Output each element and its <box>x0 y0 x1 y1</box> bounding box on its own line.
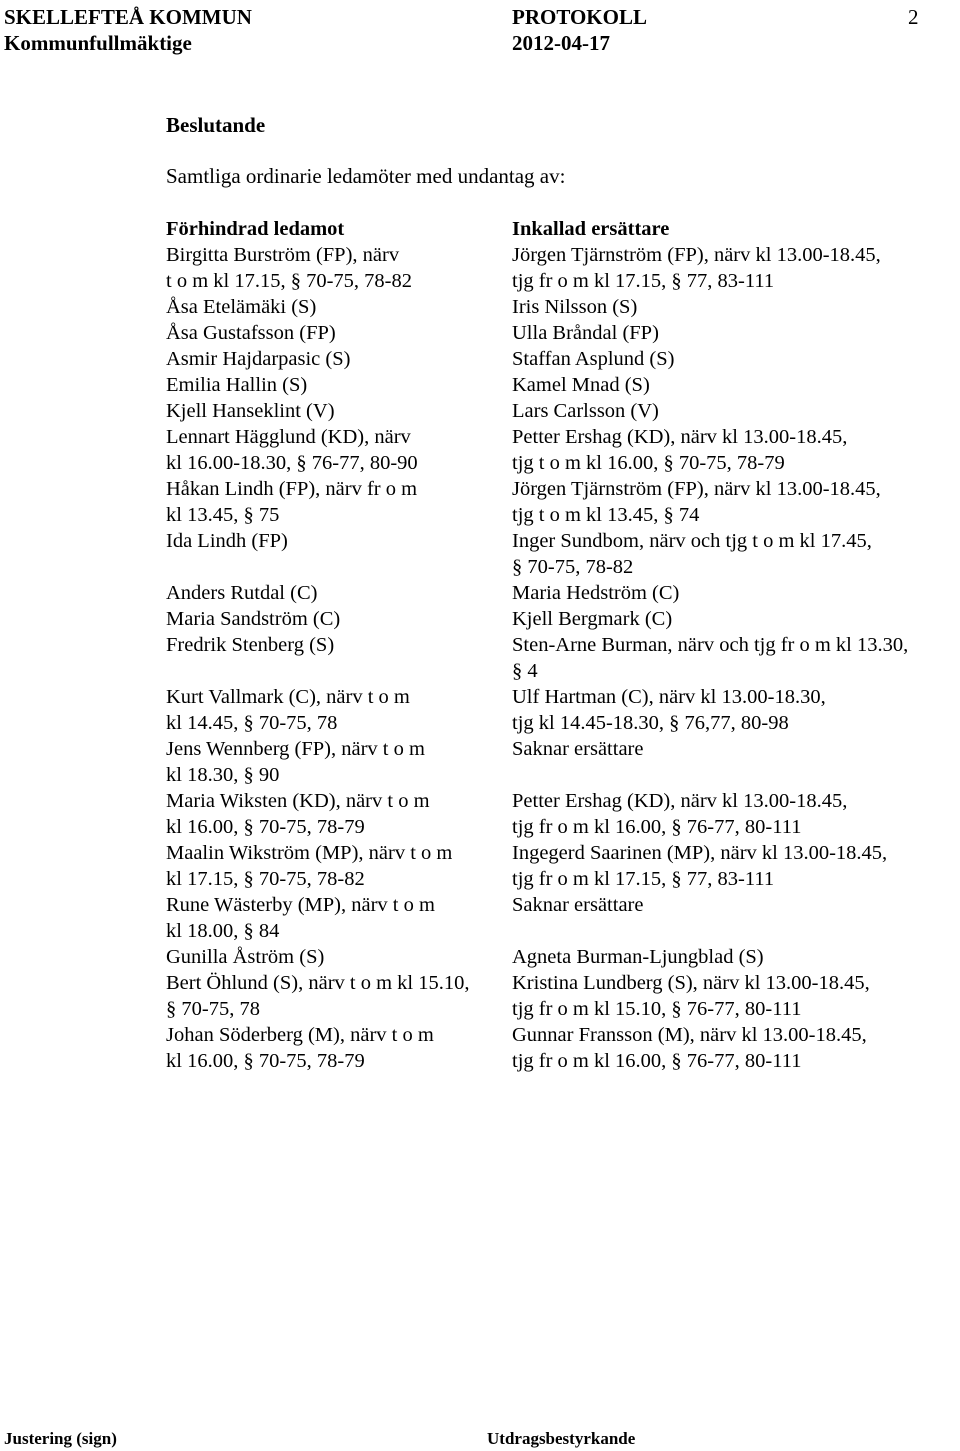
table-row <box>166 580 946 606</box>
absent-member-line: Gunilla Åström (S) <box>166 946 325 968</box>
substitute-cell <box>512 320 946 346</box>
absent-member-line: Håkan Lindh (FP), närv fr o m <box>166 478 418 500</box>
absent-member-line: Anders Rutdal (C) <box>166 582 318 604</box>
table-row <box>166 944 946 970</box>
table-body <box>166 242 946 1074</box>
table-row <box>166 242 946 294</box>
substitute-line: Maria Hedström (C) <box>512 582 680 604</box>
substitute-cell <box>512 788 946 840</box>
substitute-line: Petter Ershag (KD), närv kl 13.00-18.45, <box>512 426 848 448</box>
header-org: SKELLEFTEÅ KOMMUN <box>4 5 252 29</box>
substitute-cell <box>512 528 946 580</box>
absent-member-line: t o m kl 17.15, § 70-75, 78-82 <box>166 270 412 292</box>
absent-member-line: Åsa Etelämäki (S) <box>166 296 317 318</box>
substitute-cell <box>512 606 946 632</box>
substitute-cell <box>512 684 946 736</box>
absent-member-cell <box>166 320 512 346</box>
substitute-line: tjg fr o m kl 17.15, § 77, 83-111 <box>512 868 775 890</box>
absent-member-line: Johan Söderberg (M), närv t o m <box>166 1024 434 1046</box>
substitute-line: Iris Nilsson (S) <box>512 296 638 318</box>
absent-member-cell <box>166 528 512 580</box>
absent-member-line: Bert Öhlund (S), närv t o m kl 15.10, <box>166 972 470 994</box>
substitute-line: Saknar ersättare <box>512 738 644 760</box>
substitute-line: § 70-75, 78-82 <box>512 556 634 578</box>
table-row <box>166 372 946 398</box>
absent-member-line: kl 17.15, § 70-75, 78-82 <box>166 868 365 890</box>
absent-member-cell <box>166 242 512 294</box>
section-title: Beslutande <box>166 113 266 137</box>
absent-member-cell <box>166 1022 512 1074</box>
substitute-cell <box>512 294 946 320</box>
absent-member-cell <box>166 840 512 892</box>
substitute-line: Petter Ershag (KD), närv kl 13.00-18.45, <box>512 790 848 812</box>
absent-member-line: kl 14.45, § 70-75, 78 <box>166 712 338 734</box>
absent-member-cell <box>166 398 512 424</box>
substitute-cell <box>512 944 946 970</box>
absent-member-cell <box>166 736 512 788</box>
absent-member-line: Asmir Hajdarpasic (S) <box>166 348 351 370</box>
substitute-line: tjg kl 14.45-18.30, § 76,77, 80-98 <box>512 712 789 734</box>
substitute-cell <box>512 346 946 372</box>
absent-member-line: Fredrik Stenberg (S) <box>166 634 335 656</box>
page-number: 2 <box>908 5 919 29</box>
absent-member-cell <box>166 580 512 606</box>
header-date: 2012-04-17 <box>512 31 610 55</box>
substitute-cell <box>512 840 946 892</box>
substitute-line: tjg fr o m kl 15.10, § 76-77, 80-111 <box>512 998 802 1020</box>
substitute-cell <box>512 372 946 398</box>
table-row <box>166 788 946 840</box>
substitute-cell <box>512 970 946 1022</box>
substitute-line: Inger Sundbom, närv och tjg t o m kl 17.45, <box>512 530 872 552</box>
substitute-line: Kamel Mnad (S) <box>512 374 650 396</box>
table-row <box>166 970 946 1022</box>
table-header-row <box>166 216 946 242</box>
absent-member-cell <box>166 970 512 1022</box>
table-row <box>166 606 946 632</box>
absent-member-cell <box>166 372 512 398</box>
substitute-cell <box>512 398 946 424</box>
footer-justering: Justering (sign) <box>4 1429 117 1448</box>
absent-member-line: Kurt Vallmark (C), närv t o m <box>166 686 410 708</box>
table-row <box>166 632 946 684</box>
absent-member-cell <box>166 632 512 684</box>
substitute-cell <box>512 892 946 944</box>
col-header-absent-member: Förhindrad ledamot <box>166 218 345 240</box>
absent-member-cell <box>166 788 512 840</box>
table-row <box>166 684 946 736</box>
substitute-line: tjg fr o m kl 16.00, § 76-77, 80-111 <box>512 1050 802 1072</box>
table-row <box>166 398 946 424</box>
intro-text: Samtliga ordinarie ledamöter med undantag av: <box>166 164 566 188</box>
table-row <box>166 528 946 580</box>
absent-member-line: Birgitta Burström (FP), närv <box>166 244 400 266</box>
absent-member-line: kl 18.00, § 84 <box>166 920 280 942</box>
absent-member-line: kl 13.45, § 75 <box>166 504 280 526</box>
absent-member-line: § 70-75, 78 <box>166 998 260 1020</box>
table-row <box>166 424 946 476</box>
table-row <box>166 892 946 944</box>
absent-member-line: Kjell Hanseklint (V) <box>166 400 335 422</box>
absent-member-cell <box>166 294 512 320</box>
substitute-line: tjg fr o m kl 17.15, § 77, 83-111 <box>512 270 775 292</box>
substitute-cell <box>512 476 946 528</box>
header-doc-type: PROTOKOLL <box>512 5 647 29</box>
absent-member-line: kl 16.00, § 70-75, 78-79 <box>166 1050 365 1072</box>
absent-member-line: Rune Wästerby (MP), närv t o m <box>166 894 435 916</box>
absent-member-cell <box>166 684 512 736</box>
substitute-line: Jörgen Tjärnström (FP), närv kl 13.00-18.45, <box>512 244 881 266</box>
substitute-cell <box>512 242 946 294</box>
absent-member-cell <box>166 476 512 528</box>
header-body: Kommunfullmäktige <box>4 31 192 55</box>
substitute-line: tjg t o m kl 16.00, § 70-75, 78-79 <box>512 452 785 474</box>
substitute-cell <box>512 580 946 606</box>
absent-member-cell <box>166 944 512 970</box>
absent-member-line: Ida Lindh (FP) <box>166 530 288 552</box>
table-row <box>166 320 946 346</box>
substitute-line: Kjell Bergmark (C) <box>512 608 673 630</box>
absent-member-cell <box>166 424 512 476</box>
table-row <box>166 840 946 892</box>
substitute-line: Gunnar Fransson (M), närv kl 13.00-18.45, <box>512 1024 867 1046</box>
substitute-line: Agneta Burman-Ljungblad (S) <box>512 946 764 968</box>
absent-member-line: kl 16.00, § 70-75, 78-79 <box>166 816 365 838</box>
footer-utdragsbestyrkande: Utdragsbestyrkande <box>487 1429 636 1448</box>
substitute-line: Lars Carlsson (V) <box>512 400 659 422</box>
table-row <box>166 346 946 372</box>
absent-member-line: Åsa Gustafsson (FP) <box>166 322 336 344</box>
substitute-line: Sten-Arne Burman, närv och tjg fr o m kl 13.30, <box>512 634 909 656</box>
substitute-line: tjg t o m kl 13.45, § 74 <box>512 504 700 526</box>
table-row <box>166 476 946 528</box>
substitute-line: Jörgen Tjärnström (FP), närv kl 13.00-18.45, <box>512 478 881 500</box>
col-header-substitute: Inkallad ersättare <box>512 218 670 240</box>
substitute-cell <box>512 736 946 788</box>
substitute-line: Ingegerd Saarinen (MP), närv kl 13.00-18.45, <box>512 842 888 864</box>
absent-member-line: Emilia Hallin (S) <box>166 374 308 396</box>
substitute-line: Saknar ersättare <box>512 894 644 916</box>
substitute-line: Ulla Bråndal (FP) <box>512 322 659 344</box>
substitute-line: Ulf Hartman (C), närv kl 13.00-18.30, <box>512 686 826 708</box>
substitute-line: Kristina Lundberg (S), närv kl 13.00-18.45, <box>512 972 870 994</box>
substitute-line: Staffan Asplund (S) <box>512 348 675 370</box>
substitute-cell <box>512 1022 946 1074</box>
table-row <box>166 736 946 788</box>
absent-member-line: Maria Sandström (C) <box>166 608 341 630</box>
attendance-table <box>166 216 946 1074</box>
substitute-line: § 4 <box>512 660 538 682</box>
absent-member-line: Lennart Hägglund (KD), närv <box>166 426 411 448</box>
absent-member-line: kl 18.30, § 90 <box>166 764 280 786</box>
absent-member-line: Maalin Wikström (MP), närv t o m <box>166 842 453 864</box>
substitute-line: tjg fr o m kl 16.00, § 76-77, 80-111 <box>512 816 802 838</box>
absent-member-line: kl 16.00-18.30, § 76-77, 80-90 <box>166 452 418 474</box>
absent-member-cell <box>166 346 512 372</box>
absent-member-cell <box>166 606 512 632</box>
table-row <box>166 294 946 320</box>
absent-member-line: Jens Wennberg (FP), närv t o m <box>166 738 425 760</box>
substitute-cell <box>512 632 946 684</box>
absent-member-line: Maria Wiksten (KD), närv t o m <box>166 790 430 812</box>
absent-member-cell <box>166 892 512 944</box>
table-row <box>166 1022 946 1074</box>
substitute-cell <box>512 424 946 476</box>
